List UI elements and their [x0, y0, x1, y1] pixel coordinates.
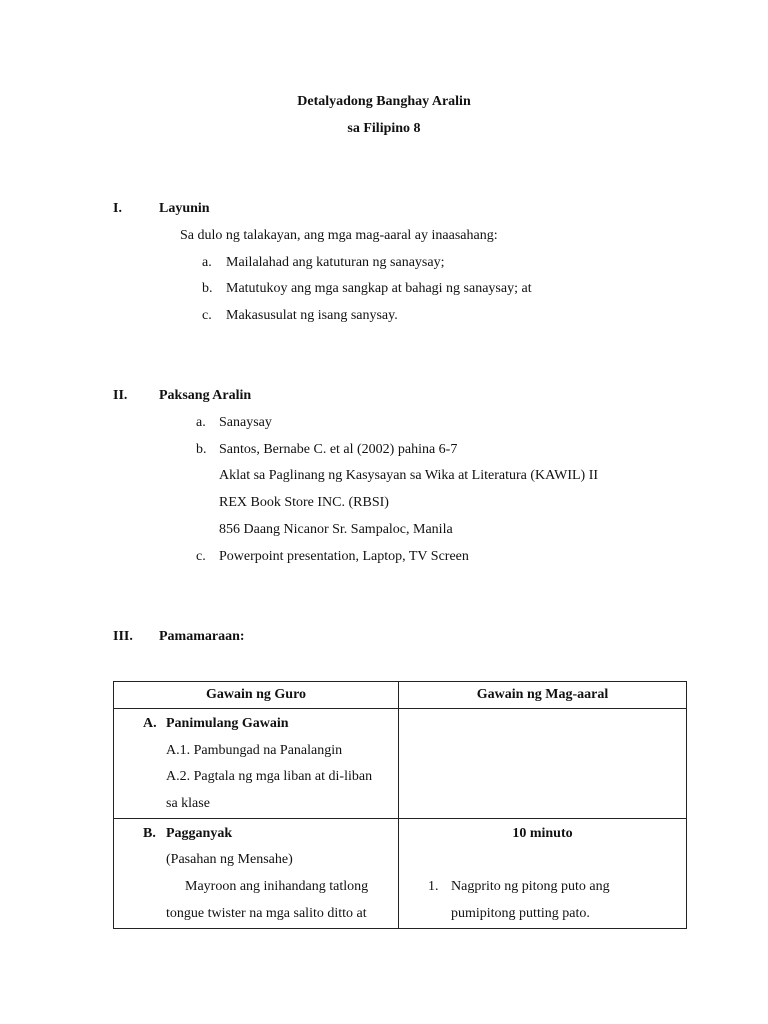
objective-item: Mailalahad ang katuturan ng sanaysay; — [226, 255, 445, 270]
section-1-intro: Sa dulo ng talakayan, ang mga mag-aaral ay inaasahang: — [180, 228, 498, 243]
row-b-line: (Pasahan ng Mensahe) — [166, 852, 293, 868]
objective-marker: c. — [202, 308, 212, 323]
row-a-line: A.2. Pagtala ng mga liban at di-liban — [166, 769, 373, 785]
teacher-activity-header: Gawain ng Guro — [114, 682, 399, 709]
student-response-marker: 1. — [428, 879, 439, 895]
document-subtitle: sa Filipino 8 — [347, 121, 421, 136]
topic-marker: a. — [196, 415, 206, 430]
row-a-title — [114, 711, 398, 738]
objective-marker: a. — [202, 255, 212, 270]
teacher-cell — [114, 818, 399, 928]
section-2-numeral: II. — [113, 388, 128, 403]
table-header-row — [114, 682, 687, 709]
row-b-heading: Pagganyak — [166, 825, 233, 841]
table-row — [114, 709, 687, 819]
student-response-item — [399, 874, 686, 901]
teacher-cell — [114, 709, 399, 819]
section-1-numeral: I. — [113, 201, 122, 216]
section-2-heading: Paksang Aralin — [159, 388, 252, 403]
reference-line: 856 Daang Nicanor Sr. Sampaloc, Manila — [219, 522, 453, 537]
section-3-heading: Pamamaraan: — [159, 629, 245, 644]
row-b-title — [114, 821, 398, 848]
student-response-line: pumipitong putting pato. — [451, 905, 590, 921]
topic-item: Powerpoint presentation, Laptop, TV Screen — [219, 549, 469, 564]
row-a-line: sa klase — [166, 796, 210, 812]
objective-item: Matutukoy ang mga sangkap at bahagi ng sanaysay; at — [226, 281, 532, 296]
topic-marker: b. — [196, 442, 207, 457]
student-cell — [399, 818, 687, 928]
objective-item: Makasusulat ng isang sanysay. — [226, 308, 398, 323]
procedure-table — [113, 681, 687, 929]
row-b-line: tongue twister na mga salito ditto at — [166, 905, 367, 921]
section-3-numeral: III. — [113, 629, 133, 644]
row-b-line: Mayroon ang inihandang tatlong — [185, 879, 369, 895]
reference-line: REX Book Store INC. (RBSI) — [219, 495, 389, 510]
row-a-line: A.1. Pambungad na Panalangin — [166, 742, 343, 758]
table-row — [114, 818, 687, 928]
objective-marker: b. — [202, 281, 213, 296]
row-b-duration: 10 minuto — [512, 825, 573, 841]
row-a-heading: Panimulang Gawain — [166, 716, 289, 731]
topic-item: Sanaysay — [219, 415, 272, 430]
document-title: Detalyadong Banghay Aralin — [297, 94, 471, 109]
student-cell — [399, 709, 687, 819]
row-a-marker: A. — [143, 716, 157, 731]
topic-item: Santos, Bernabe C. et al (2002) pahina 6-7 — [219, 442, 458, 457]
student-activity-header: Gawain ng Mag-aaral — [399, 682, 687, 709]
row-b-marker: B. — [143, 825, 156, 841]
student-response-line: Nagprito ng pitong puto ang — [451, 879, 610, 895]
reference-line: Aklat sa Paglinang ng Kasysayan sa Wika at Literatura (KAWIL) II — [219, 468, 599, 483]
row-b-spacer — [399, 847, 686, 874]
section-1-heading: Layunin — [159, 201, 210, 216]
topic-marker: c. — [196, 549, 206, 564]
